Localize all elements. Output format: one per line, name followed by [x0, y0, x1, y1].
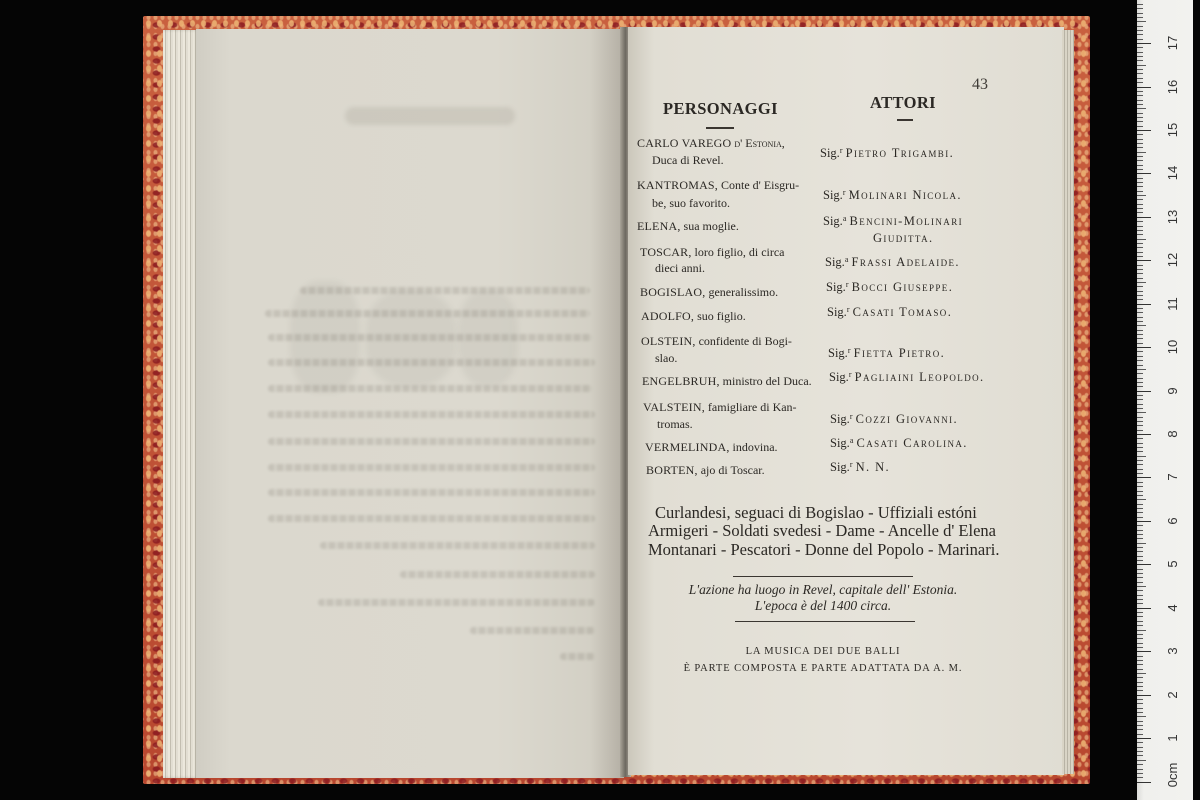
ruler-tick	[1137, 699, 1143, 700]
ruler-tick	[1137, 395, 1143, 396]
ruler-tick	[1137, 169, 1143, 170]
ruler-tick	[1137, 469, 1143, 470]
character-description: d' Estonia,	[734, 136, 785, 150]
character-line	[646, 463, 765, 477]
ruler-tick	[1137, 408, 1143, 409]
ruler-tick	[1137, 21, 1146, 22]
ruler-tick	[1137, 477, 1151, 478]
ruler-tick	[1137, 56, 1143, 57]
ruler-tick	[1137, 716, 1146, 717]
ruler-tick	[1137, 521, 1151, 522]
ruler-tick	[1137, 282, 1146, 283]
ruler-tick	[1137, 325, 1146, 326]
extras-line: Curlandesi, seguaci di Bogislao - Uffiziali estóni	[655, 503, 977, 522]
actor-line	[826, 280, 953, 294]
ruler-tick	[1137, 152, 1146, 153]
character-line	[641, 334, 792, 348]
actor-line	[830, 436, 968, 450]
ruler-tick	[1137, 30, 1143, 31]
character-line	[637, 178, 799, 192]
ruler-tick	[1137, 512, 1143, 513]
ruler-tick	[1137, 343, 1143, 344]
setting-line: L'azione ha luogo in Revel, capitale dell' Estonia.	[688, 582, 958, 597]
actor-name: Casati Carolina.	[856, 436, 968, 450]
ruler-tick	[1137, 660, 1143, 661]
actor-title-suffix: r	[849, 460, 853, 469]
actor-name: Molinari Nicola.	[848, 188, 962, 202]
ruler-tick	[1137, 321, 1143, 322]
character-description: ajo di Toscar.	[700, 463, 765, 477]
ruler-tick	[1137, 634, 1143, 635]
character-name: BOGISLAO,	[640, 285, 706, 299]
ruler-tick	[1137, 208, 1143, 209]
ruler-tick	[1137, 412, 1146, 413]
actor-title-suffix: r	[842, 188, 846, 197]
ruler-tick	[1137, 504, 1143, 505]
actor-name-continued	[873, 231, 934, 245]
actor-title: Sig.	[823, 214, 843, 228]
ruler-tick	[1137, 647, 1143, 648]
actor-line	[820, 146, 954, 160]
ruler-number: 3	[1165, 647, 1180, 655]
ruler-tick	[1137, 299, 1143, 300]
ruler-tick	[1137, 451, 1143, 452]
ruler-tick	[1137, 777, 1143, 778]
ruler-tick	[1137, 551, 1143, 552]
ruler-tick	[1137, 669, 1143, 670]
ruler-number: 14	[1165, 166, 1180, 181]
ruler-tick	[1137, 760, 1146, 761]
ruler-tick	[1137, 434, 1151, 435]
character-name: ELENA,	[637, 219, 681, 233]
character-line	[637, 136, 785, 150]
actor-title: Sig.	[820, 146, 840, 160]
character-line	[645, 440, 778, 454]
ruler-tick	[1137, 616, 1143, 617]
ruler-tick	[1137, 738, 1151, 739]
ruler-tick	[1137, 725, 1143, 726]
ruler-tick	[1137, 351, 1143, 352]
character-description-continued: Duca di Revel.	[652, 153, 724, 167]
actor-name: Bocci Giuseppe.	[851, 280, 954, 294]
ruler-tick	[1137, 643, 1143, 644]
ruler-tick	[1137, 742, 1143, 743]
ruler-tick	[1137, 656, 1143, 657]
actor-name: Pagliaini Leopoldo.	[854, 370, 985, 384]
ruler-tick	[1137, 638, 1143, 639]
ruler-tick	[1137, 686, 1143, 687]
ruler-tick	[1137, 108, 1146, 109]
ruler-tick	[1137, 438, 1143, 439]
character-description: famigliare di Kan-	[707, 400, 797, 414]
character-name: VERMELINDA,	[645, 440, 730, 454]
ruler-tick	[1137, 230, 1143, 231]
ruler-number: 2	[1165, 690, 1180, 699]
ruler-tick	[1137, 569, 1143, 570]
character-name: BORTEN,	[646, 463, 698, 477]
ruler-tick	[1137, 525, 1143, 526]
ruler-tick	[1137, 356, 1143, 357]
ruler-number: 16	[1165, 79, 1180, 94]
character-description: generalissimo.	[708, 285, 779, 299]
characters-header: PERSONAGGI	[663, 99, 778, 118]
ruler-tick	[1137, 386, 1143, 387]
ruler-tick	[1137, 17, 1143, 18]
ruler-tick	[1137, 26, 1143, 27]
ruler-tick	[1137, 530, 1143, 531]
ruler-tick	[1137, 499, 1146, 500]
actor-title-suffix: r	[848, 370, 852, 379]
ruler-tick	[1137, 690, 1143, 691]
ruler-tick	[1137, 269, 1143, 270]
ruler-tick	[1137, 582, 1143, 583]
ruler-tick	[1137, 217, 1151, 218]
ruler-tick	[1137, 243, 1143, 244]
ruler-tick	[1137, 651, 1151, 652]
ruler-tick	[1137, 82, 1143, 83]
ruler-tick	[1137, 252, 1143, 253]
ruler-tick	[1137, 556, 1143, 557]
actor-title-suffix: a	[849, 436, 854, 445]
ruler-tick	[1137, 121, 1143, 122]
ruler-number: 12	[1165, 252, 1180, 268]
ruler-tick	[1137, 577, 1143, 578]
actor-line	[830, 412, 958, 426]
ruler-tick	[1137, 378, 1143, 379]
ruler-tick	[1137, 186, 1143, 187]
ruler-tick	[1137, 543, 1146, 544]
ruler-tick	[1137, 425, 1143, 426]
actor-line	[827, 305, 952, 319]
ruler-tick	[1137, 117, 1143, 118]
actor-title-suffix: r	[846, 305, 850, 314]
ruler-tick	[1137, 139, 1143, 140]
ruler-tick	[1137, 65, 1146, 66]
ruler-tick	[1137, 677, 1143, 678]
ruler-number: 4	[1165, 604, 1180, 612]
ruler-tick	[1137, 317, 1143, 318]
ruler-tick	[1137, 312, 1143, 313]
ruler-tick	[1137, 747, 1143, 748]
extras-line: Armigeri - Soldati svedesi - Dame - Ancelle d' Elena	[648, 521, 996, 540]
ruler-tick	[1137, 113, 1143, 114]
ruler-tick	[1137, 78, 1143, 79]
character-line	[641, 309, 746, 323]
ruler-tick	[1137, 160, 1143, 161]
actor-line	[828, 346, 945, 360]
actor-name: Frassi Adelaide.	[851, 255, 960, 269]
ruler-number: 13	[1165, 209, 1180, 225]
actor-line	[823, 188, 962, 202]
ruler-tick	[1137, 473, 1143, 474]
page-number: 43	[972, 76, 988, 93]
ruler-tick	[1137, 60, 1143, 61]
character-description-continued: slao.	[655, 351, 678, 365]
ruler-tick	[1137, 39, 1143, 40]
measuring-ruler	[1137, 0, 1193, 800]
ruler-unit-label: 0cm	[1165, 762, 1180, 788]
ruler-tick	[1137, 399, 1143, 400]
ruler-tick	[1137, 673, 1146, 674]
actor-title: Sig.	[830, 436, 850, 450]
ruler-tick	[1137, 573, 1143, 574]
ruler-tick	[1137, 369, 1146, 370]
ruler-tick	[1137, 430, 1143, 431]
character-description-continued: dieci anni.	[655, 261, 705, 275]
actor-line	[825, 255, 960, 269]
ruler-tick	[1137, 204, 1143, 205]
ruler-tick	[1137, 334, 1143, 335]
ruler-tick	[1137, 560, 1143, 561]
character-description-continued: tromas.	[657, 417, 693, 431]
ruler-tick	[1137, 221, 1143, 222]
actor-title-suffix: a	[842, 214, 847, 223]
ruler-tick	[1137, 4, 1143, 5]
ruler-tick	[1137, 460, 1143, 461]
music-credit-line: È PARTE COMPOSTA E PARTE ADATTATA DA A. M.	[683, 663, 963, 674]
ruler-tick	[1137, 464, 1143, 465]
ruler-tick	[1137, 291, 1143, 292]
character-line	[642, 374, 812, 388]
ruler-tick	[1137, 260, 1151, 261]
ruler-tick	[1137, 308, 1143, 309]
ruler-number: 5	[1165, 560, 1180, 568]
ruler-tick	[1137, 534, 1143, 535]
actor-title: Sig.	[823, 188, 843, 202]
ruler-tick	[1137, 508, 1143, 509]
ruler-tick	[1137, 769, 1143, 770]
ruler-tick	[1137, 443, 1143, 444]
ruler-tick	[1137, 330, 1143, 331]
character-name: ENGELBRUH,	[642, 374, 720, 388]
character-line	[640, 245, 785, 259]
ruler-tick	[1137, 599, 1143, 600]
ruler-tick	[1137, 226, 1143, 227]
character-name: TOSCAR,	[640, 245, 692, 259]
ruler-tick	[1137, 95, 1143, 96]
ruler-tick	[1137, 517, 1143, 518]
ruler-tick	[1137, 486, 1143, 487]
ruler-tick	[1137, 130, 1151, 131]
ruler-tick	[1137, 417, 1143, 418]
actor-title-suffix: r	[847, 346, 851, 355]
ruler-tick	[1137, 195, 1146, 196]
ruler-tick	[1137, 564, 1151, 565]
ruler-tick	[1137, 239, 1146, 240]
ruler-tick	[1137, 547, 1143, 548]
ruler-tick	[1137, 165, 1143, 166]
actor-name: Pietro Trigambi.	[845, 146, 955, 160]
ruler-tick	[1137, 590, 1143, 591]
ruler-tick	[1137, 47, 1143, 48]
header-dash	[706, 127, 734, 129]
character-description: sua moglie.	[683, 219, 739, 233]
ruler-tick	[1137, 612, 1143, 613]
actor-name: Bencini-Molinari	[849, 214, 964, 228]
ruler-number: 6	[1165, 517, 1180, 525]
ruler-tick	[1137, 703, 1143, 704]
header-dash	[897, 119, 913, 121]
ruler-number: 11	[1165, 296, 1180, 311]
actor-title-suffix: r	[845, 280, 849, 289]
ruler-tick	[1137, 173, 1151, 174]
ruler-tick	[1137, 91, 1143, 92]
ruler-tick	[1137, 538, 1143, 539]
ruler-tick	[1137, 87, 1151, 88]
section-rule	[733, 576, 913, 577]
ruler-tick	[1137, 721, 1143, 722]
ruler-tick	[1137, 456, 1146, 457]
actor-title-suffix: r	[839, 146, 843, 155]
character-name: CARLO VAREGO	[637, 136, 732, 150]
ruler-number: 10	[1165, 339, 1180, 355]
actor-title-suffix: a	[844, 255, 849, 264]
ruler-tick	[1137, 603, 1143, 604]
ruler-number: 1	[1165, 734, 1180, 742]
character-line	[637, 219, 739, 233]
ruler-tick	[1137, 234, 1143, 235]
ruler-tick	[1137, 100, 1143, 101]
ruler-tick	[1137, 491, 1143, 492]
character-name: KANTROMAS,	[637, 178, 719, 192]
ruler-tick	[1137, 69, 1143, 70]
ruler-tick	[1137, 13, 1143, 14]
ruler-tick	[1137, 729, 1143, 730]
ruler-tick	[1137, 755, 1143, 756]
ruler-tick	[1137, 126, 1143, 127]
actor-line	[830, 460, 890, 474]
actor-line	[829, 370, 985, 384]
character-line	[643, 400, 797, 414]
ruler-tick	[1137, 286, 1143, 287]
ruler-tick	[1137, 43, 1151, 44]
ruler-tick	[1137, 586, 1146, 587]
ruler-number: 9	[1165, 386, 1180, 395]
actor-title: Sig.	[825, 255, 845, 269]
ruler-number: 7	[1165, 473, 1180, 482]
ruler-tick	[1137, 134, 1143, 135]
character-description: suo figlio.	[697, 309, 746, 323]
character-name: OLSTEIN,	[641, 334, 696, 348]
actor-title-suffix: r	[849, 412, 853, 421]
ruler-tick	[1137, 52, 1143, 53]
ruler-tick	[1137, 664, 1143, 665]
character-line	[640, 285, 778, 299]
ruler-tick	[1137, 265, 1143, 266]
actor-title: Sig.	[830, 412, 850, 426]
ruler-tick	[1137, 695, 1151, 696]
music-credit-line: LA MUSICA DEI DUE BALLI	[745, 646, 901, 657]
character-description: ministro del Duca.	[722, 374, 812, 388]
ruler-tick	[1137, 338, 1143, 339]
actor-line	[823, 214, 963, 228]
ruler-tick	[1137, 595, 1143, 596]
ruler-tick	[1137, 773, 1143, 774]
ruler-tick	[1137, 404, 1143, 405]
ruler-tick	[1137, 373, 1143, 374]
ruler-tick	[1137, 391, 1151, 392]
ruler-number: 17	[1165, 35, 1180, 51]
ruler-tick	[1137, 712, 1143, 713]
actor-name: N. N.	[855, 460, 891, 474]
actor-title: Sig.	[828, 346, 848, 360]
actors-header: ATTORI	[870, 93, 936, 112]
extras-line: Montanari - Pescatori - Donne del Popolo - Marinari.	[648, 540, 1000, 559]
ruler-tick	[1137, 751, 1143, 752]
ruler-tick	[1137, 608, 1151, 609]
character-description: Conte d' Eisgru-	[721, 178, 800, 192]
ruler-tick	[1137, 625, 1143, 626]
ruler-tick	[1137, 764, 1143, 765]
ruler-number: 15	[1165, 122, 1180, 138]
ruler-tick	[1137, 212, 1143, 213]
character-description: indovina.	[732, 440, 778, 454]
ruler-tick	[1137, 495, 1143, 496]
ruler-tick	[1137, 73, 1143, 74]
section-rule	[735, 621, 915, 622]
ruler-tick	[1137, 347, 1151, 348]
actor-name: Cozzi Giovanni.	[855, 412, 959, 426]
ruler-tick	[1137, 278, 1143, 279]
ruler-tick	[1137, 143, 1143, 144]
ruler-tick	[1137, 247, 1143, 248]
character-description: loro figlio, di circa	[694, 245, 785, 259]
ruler-tick	[1137, 621, 1143, 622]
ruler-tick	[1137, 360, 1143, 361]
ruler-tick	[1137, 708, 1143, 709]
ruler-tick	[1137, 682, 1143, 683]
actor-name: Casati Tomaso.	[852, 305, 953, 319]
actor-name: Fietta Pietro.	[853, 346, 946, 360]
ruler-tick	[1137, 147, 1143, 148]
ruler-tick	[1137, 104, 1143, 105]
ruler-tick	[1137, 178, 1143, 179]
ruler-tick	[1137, 365, 1143, 366]
actor-title: Sig.	[827, 305, 847, 319]
setting-line: L'epoca è del 1400 circa.	[754, 598, 892, 613]
ruler-tick	[1137, 295, 1143, 296]
actor-title: Sig.	[830, 460, 850, 474]
actor-name: Giuditta.	[873, 231, 934, 245]
ruler-tick	[1137, 199, 1143, 200]
ruler-tick	[1137, 273, 1143, 274]
ruler-tick	[1137, 34, 1143, 35]
ruler-tick	[1137, 382, 1143, 383]
ruler-tick	[1137, 734, 1143, 735]
actor-title: Sig.	[826, 280, 846, 294]
character-name: ADOLFO,	[641, 309, 695, 323]
ruler-number: 8	[1165, 430, 1180, 438]
ruler-tick	[1137, 447, 1143, 448]
ruler-tick	[1137, 304, 1151, 305]
ruler-tick	[1137, 8, 1143, 9]
ruler-tick	[1137, 182, 1143, 183]
ruler-tick	[1137, 156, 1143, 157]
ruler-tick	[1137, 482, 1143, 483]
character-description: confidente di Bogi-	[698, 334, 792, 348]
ruler-tick	[1137, 630, 1146, 631]
character-name: VALSTEIN,	[643, 400, 705, 414]
character-description-continued: be, suo favorito.	[652, 196, 730, 210]
ruler-tick	[1137, 421, 1143, 422]
ruler-tick	[1137, 782, 1151, 783]
ruler-tick	[1137, 256, 1143, 257]
actor-title: Sig.	[829, 370, 849, 384]
ruler-tick	[1137, 191, 1143, 192]
